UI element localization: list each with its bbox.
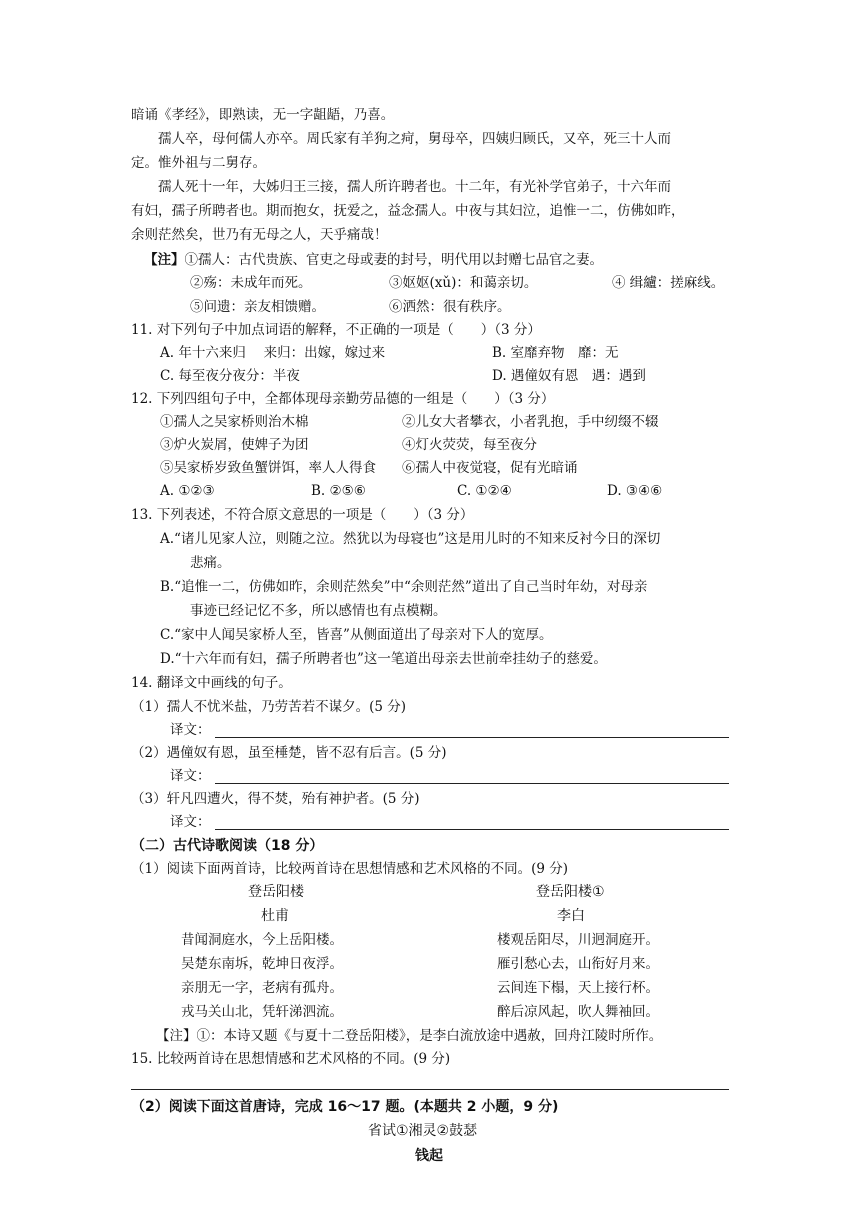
subsection-heading: （2）阅读下面这首唐诗，完成 16～17 题。(本题共 2 小题，9 分): [131, 1099, 559, 1115]
poem-1-author: 杜甫: [261, 908, 289, 924]
passage-line: 暗诵《孝经》，即熟读，无一字龃龉，乃喜。: [131, 107, 395, 123]
question-13-stem: 13. 下列表述，不符合原文意思的一项是（ ）（3 分）: [131, 507, 474, 523]
question-14-stem: 14. 翻译文中画线的句子。: [131, 675, 292, 691]
q14-part-2: （2）遇僮奴有恩，虽至棰楚，皆不忍有后言。(5 分): [131, 745, 447, 761]
q13-option-b-cont: 事迹已经记忆不多，所以感情也有点模糊。: [190, 603, 447, 619]
q11-option-c: C. 每至夜分夜分：半夜: [160, 368, 300, 384]
q12-sentence-5: ⑤吴家桥岁致鱼蟹饼饵，率人人得食: [160, 460, 376, 476]
passage-line: 定。惟外祖与二舅存。: [131, 155, 266, 171]
poem-3-title: 省试①湘灵②鼓瑟: [368, 1123, 478, 1139]
answer-line[interactable]: [215, 783, 729, 784]
poem-2-line: 楼观岳阳尽，川迥洞庭开。: [497, 932, 659, 948]
poem-2-title: 登岳阳楼①: [536, 884, 605, 900]
section-heading: （二）古代诗歌阅读（18 分）: [131, 838, 324, 854]
q12-option-c: C. ①②④: [457, 483, 512, 499]
q12-sentence-6: ⑥孺人中夜觉寝，促有光暗诵: [402, 460, 578, 476]
note-1: ①孺人：古代贵族、官吏之母或妻的封号，明代用以封赠七品官之妻。: [184, 252, 603, 268]
poem-1-line: 吴楚东南坼，乾坤日夜浮。: [181, 956, 343, 972]
q14-part-1: （1）孺人不忧米盐，乃劳苦若不谋夕。(5 分): [131, 699, 407, 715]
poem-3-author: 钱起: [415, 1148, 443, 1164]
note-4: ④ 缉纑：搓麻线。: [612, 275, 725, 291]
passage-line: 孺人卒，母何儒人亦卒。周氏家有羊狗之疴，舅母卒，四姨归顾氏，又卒，死三十人而: [158, 131, 671, 147]
q12-sentence-4: ④灯火荧荧，每至夜分: [402, 437, 537, 453]
note-5: ⑤问遗：亲友相馈赠。: [190, 299, 325, 315]
answer-label: 译文：: [170, 814, 211, 830]
note-6: ⑥洒然：很有秩序。: [389, 299, 511, 315]
q12-sentence-1: ①孺人之吴家桥则治木棉: [160, 414, 309, 430]
q13-option-c: C.“家中人闻吴家桥人至，皆喜”从侧面道出了母亲对下人的宽厚。: [160, 627, 553, 643]
note-3: ③妪妪(xǔ)：和蔼亲切。: [389, 275, 538, 291]
answer-line[interactable]: [131, 1089, 729, 1090]
passage-line: 孺人死十一年，大姊归王三接，孺人所许聘者也。十二年，有光补学官弟子，十六年而: [158, 179, 671, 195]
passage-line: 有妇，孺子所聘者也。期而抱女，抚爱之，益念孺人。中夜与其妇泣，追惟一二，仿佛如昨，: [131, 203, 685, 219]
question-15-stem: 15. 比较两首诗在思想情感和艺术风格的不同。(9 分): [131, 1051, 451, 1067]
q12-option-b: B. ②⑤⑥: [311, 483, 366, 499]
q12-sentence-3: ③炉火炭屑，使婢子为团: [160, 437, 309, 453]
q13-option-d: D.“十六年而有妇，孺子所聘者也”这一笔道出母亲去世前牵挂幼子的慈爱。: [160, 651, 607, 667]
answer-line[interactable]: [215, 829, 729, 830]
poem-2-line: 云间连下榻，天上接行杯。: [497, 980, 659, 996]
q12-option-a: A. ①②③: [160, 483, 215, 499]
q12-sentence-2: ②儿女大者攀衣，小者乳抱，手中纫缀不辍: [402, 414, 659, 430]
poem-1-line: 亲朋无一字，老病有孤舟。: [181, 980, 343, 996]
notes-tag: 【注】: [144, 252, 185, 268]
q14-part-3: （3）轩凡四遭火，得不焚，殆有神护者。(5 分): [131, 791, 420, 807]
poem-2-line: 醉后凉风起，吹人舞袖回。: [497, 1004, 659, 1020]
q11-option-d: D. 遇僮奴有恩 遇：遇到: [492, 368, 646, 384]
poem-1-title: 登岳阳楼: [248, 884, 304, 900]
poem-2-author: 李白: [557, 908, 585, 924]
q11-option-a: A. 年十六来归 来归：出嫁，嫁过来: [160, 345, 386, 361]
q12-option-d: D. ③④⑥: [607, 483, 663, 499]
q13-option-b: B.“追惟一二，仿佛如昨，余则茫然矣”中“余则茫然”道出了自己当时年幼，对母亲: [160, 579, 648, 595]
passage-line: 余则茫然矣，世乃有无母之人，天乎痛哉！: [131, 227, 388, 243]
poem-1-line: 戎马关山北，凭轩涕泗流。: [181, 1004, 343, 1020]
question-11-stem: 11. 对下列句子中加点词语的解释，不正确的一项是（ ）（3 分）: [131, 322, 541, 338]
answer-label: 译文：: [170, 768, 211, 784]
note-2: ②殇：未成年而死。: [190, 275, 312, 291]
q13-option-a-cont: 悲痛。: [190, 555, 231, 571]
q13-option-a: A.“诸儿见家人泣，则随之泣。然犹以为母寝也”这是用儿时的不知来反衬今日的深切: [160, 531, 661, 547]
notes-line-1: [144, 250, 603, 270]
poem-note: 【注】①：本诗又题《与夏十二登岳阳楼》，是李白流放途中遇赦，回舟江陵时所作。: [156, 1028, 663, 1044]
poem-2-line: 雁引愁心去，山衔好月来。: [497, 956, 659, 972]
question-12-stem: 12. 下列四组句子中，全都体现母亲勤劳品德的一组是（ ）（3 分）: [131, 391, 555, 407]
q11-option-b: B. 室靡弃物 靡：无: [492, 345, 619, 361]
section-instruction: （1）阅读下面两首诗，比较两首诗在思想情感和艺术风格的不同。(9 分): [131, 861, 569, 877]
poem-1-line: 昔闻洞庭水，今上岳阳楼。: [181, 932, 343, 948]
answer-line[interactable]: [215, 737, 729, 738]
answer-label: 译文：: [170, 722, 211, 738]
